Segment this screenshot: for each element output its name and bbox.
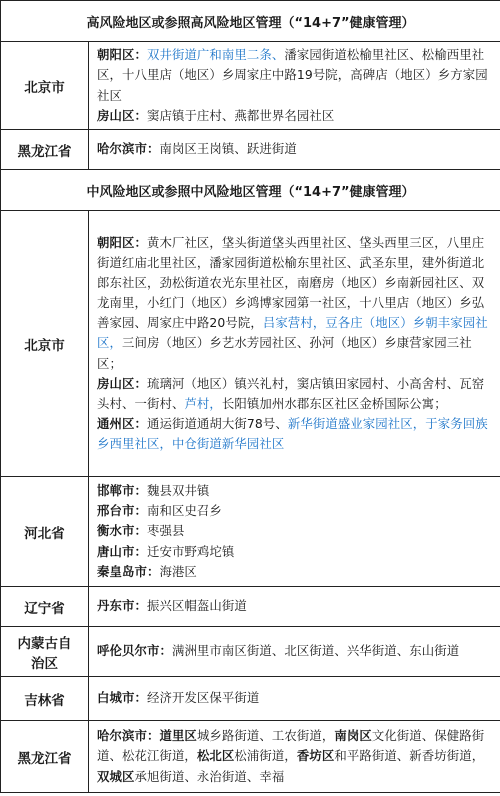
chaoyang-entry: 朝阳区：黄木厂社区，垡头街道垡头西里社区、垡头西里三区，八里庄街道红庙北里社区，潘家园街道松榆东里社区、武圣东里，建外街道北郎东社区，劲松街道农光东里社区，南磨房（地区）乡南新园社区、双龙南里，小红门（地区）乡鸿博家园第一社区，十八里店（地区）乡弘善家园、周家庄中路20号院，吕家营村，豆各庄（地区）乡朝丰家园社区，三间房（地区）乡艺水芳园社区、孙河（地区）乡康营家园三社区； — [97, 234, 488, 371]
mid-liaoning-content: 丹东市：振兴区帽盔山街道 — [89, 587, 500, 627]
high-heilongjiang-content: 哈尔滨市：南岗区王岗镇、跃进街道 — [89, 130, 500, 170]
mid-risk-title: 中风险地区或参照中风险地区管理（“14+7”健康管理） — [1, 170, 500, 211]
city-entry: 唐山市：迁安市野鸡坨镇 — [97, 543, 235, 559]
mid-neimenggu-row — [1, 627, 500, 677]
fangshan-entry: 房山区：窦店镇于庄村、燕都世界名园社区 — [97, 107, 335, 123]
highlighted-text: 双井街道广和南里二条、 — [146, 47, 285, 63]
tongzhou-entry: 通州区：通运街道通胡大街78号、新华街道盛业家园社区，于家务回族乡西里社区，中仓街道新华园社区 — [97, 415, 488, 451]
high-risk-title: 高风险地区或参照高风险地区管理（“14+7”健康管理） — [1, 1, 500, 42]
fangshan-entry: 房山区：琉璃河（地区）镇兴礼村，窦店镇田家园村、小高舍村、瓦窑头村、一街村、芦村，长阳镇加州水郡东区社区金桥国际公寓； — [97, 375, 485, 411]
province-label: 黑龙江省 — [1, 130, 89, 170]
chaoyang-entry: 朝阳区：双井街道广和南里二条、潘家园街道松榆里社区、松榆西里社区，十八里店（地区）乡周家庄中路19号院，高碑店（地区）乡方家园社区 — [97, 47, 488, 103]
province-label: 北京市 — [1, 42, 89, 130]
high-beijing-row — [1, 42, 500, 130]
mid-beijing-content — [89, 211, 500, 477]
province-label: 内蒙古自 治区 — [1, 627, 89, 677]
high-heilongjiang-row — [1, 130, 500, 170]
mid-risk-header-row — [1, 170, 500, 211]
province-label: 辽宁省 — [1, 587, 89, 627]
highlighted-text: 芦村， — [184, 395, 222, 411]
city-entry: 邯郸市：魏县双井镇 — [97, 483, 210, 499]
city-entry: 衡水市：枣强县 — [97, 523, 185, 539]
mid-liaoning-row — [1, 587, 500, 627]
mid-heilongjiang-row — [1, 721, 500, 793]
high-beijing-content — [89, 42, 500, 130]
province-label: 吉林省 — [1, 677, 89, 721]
mid-jilin-content: 白城市：经济开发区保平街道 — [89, 677, 500, 721]
city-entry: 邢台市：南和区史召乡 — [97, 503, 222, 519]
highlighted-text: 新华街道盛业家园社区，于家务回族乡西里社区，中仓街道新华园社区 — [97, 415, 488, 451]
mid-heilongjiang-content: 哈尔滨市：道里区城乡路街道、工农街道，南岗区文化街道、保健路街道、松花江街道，松北区松浦街道，香坊区和平路街道、新香坊街道，双城区承旭街道、永治街道、幸福 — [89, 721, 500, 793]
mid-beijing-row — [1, 211, 500, 477]
province-label: 河北省 — [1, 477, 89, 587]
province-label: 北京市 — [1, 211, 89, 477]
mid-jilin-row — [1, 677, 500, 721]
highlighted-text: 吕家营村，豆各庄（地区）乡朝丰家园社区， — [97, 315, 488, 351]
mid-neimenggu-content: 呼伦贝尔市：满洲里市南区街道、北区街道、兴华街道、东山街道 — [89, 627, 500, 677]
city-entry: 秦皇岛市：海港区 — [97, 563, 197, 579]
province-label: 黑龙江省 — [1, 721, 89, 793]
mid-hebei-content — [89, 477, 500, 587]
mid-hebei-row — [1, 477, 500, 587]
high-risk-header-row — [1, 1, 500, 42]
